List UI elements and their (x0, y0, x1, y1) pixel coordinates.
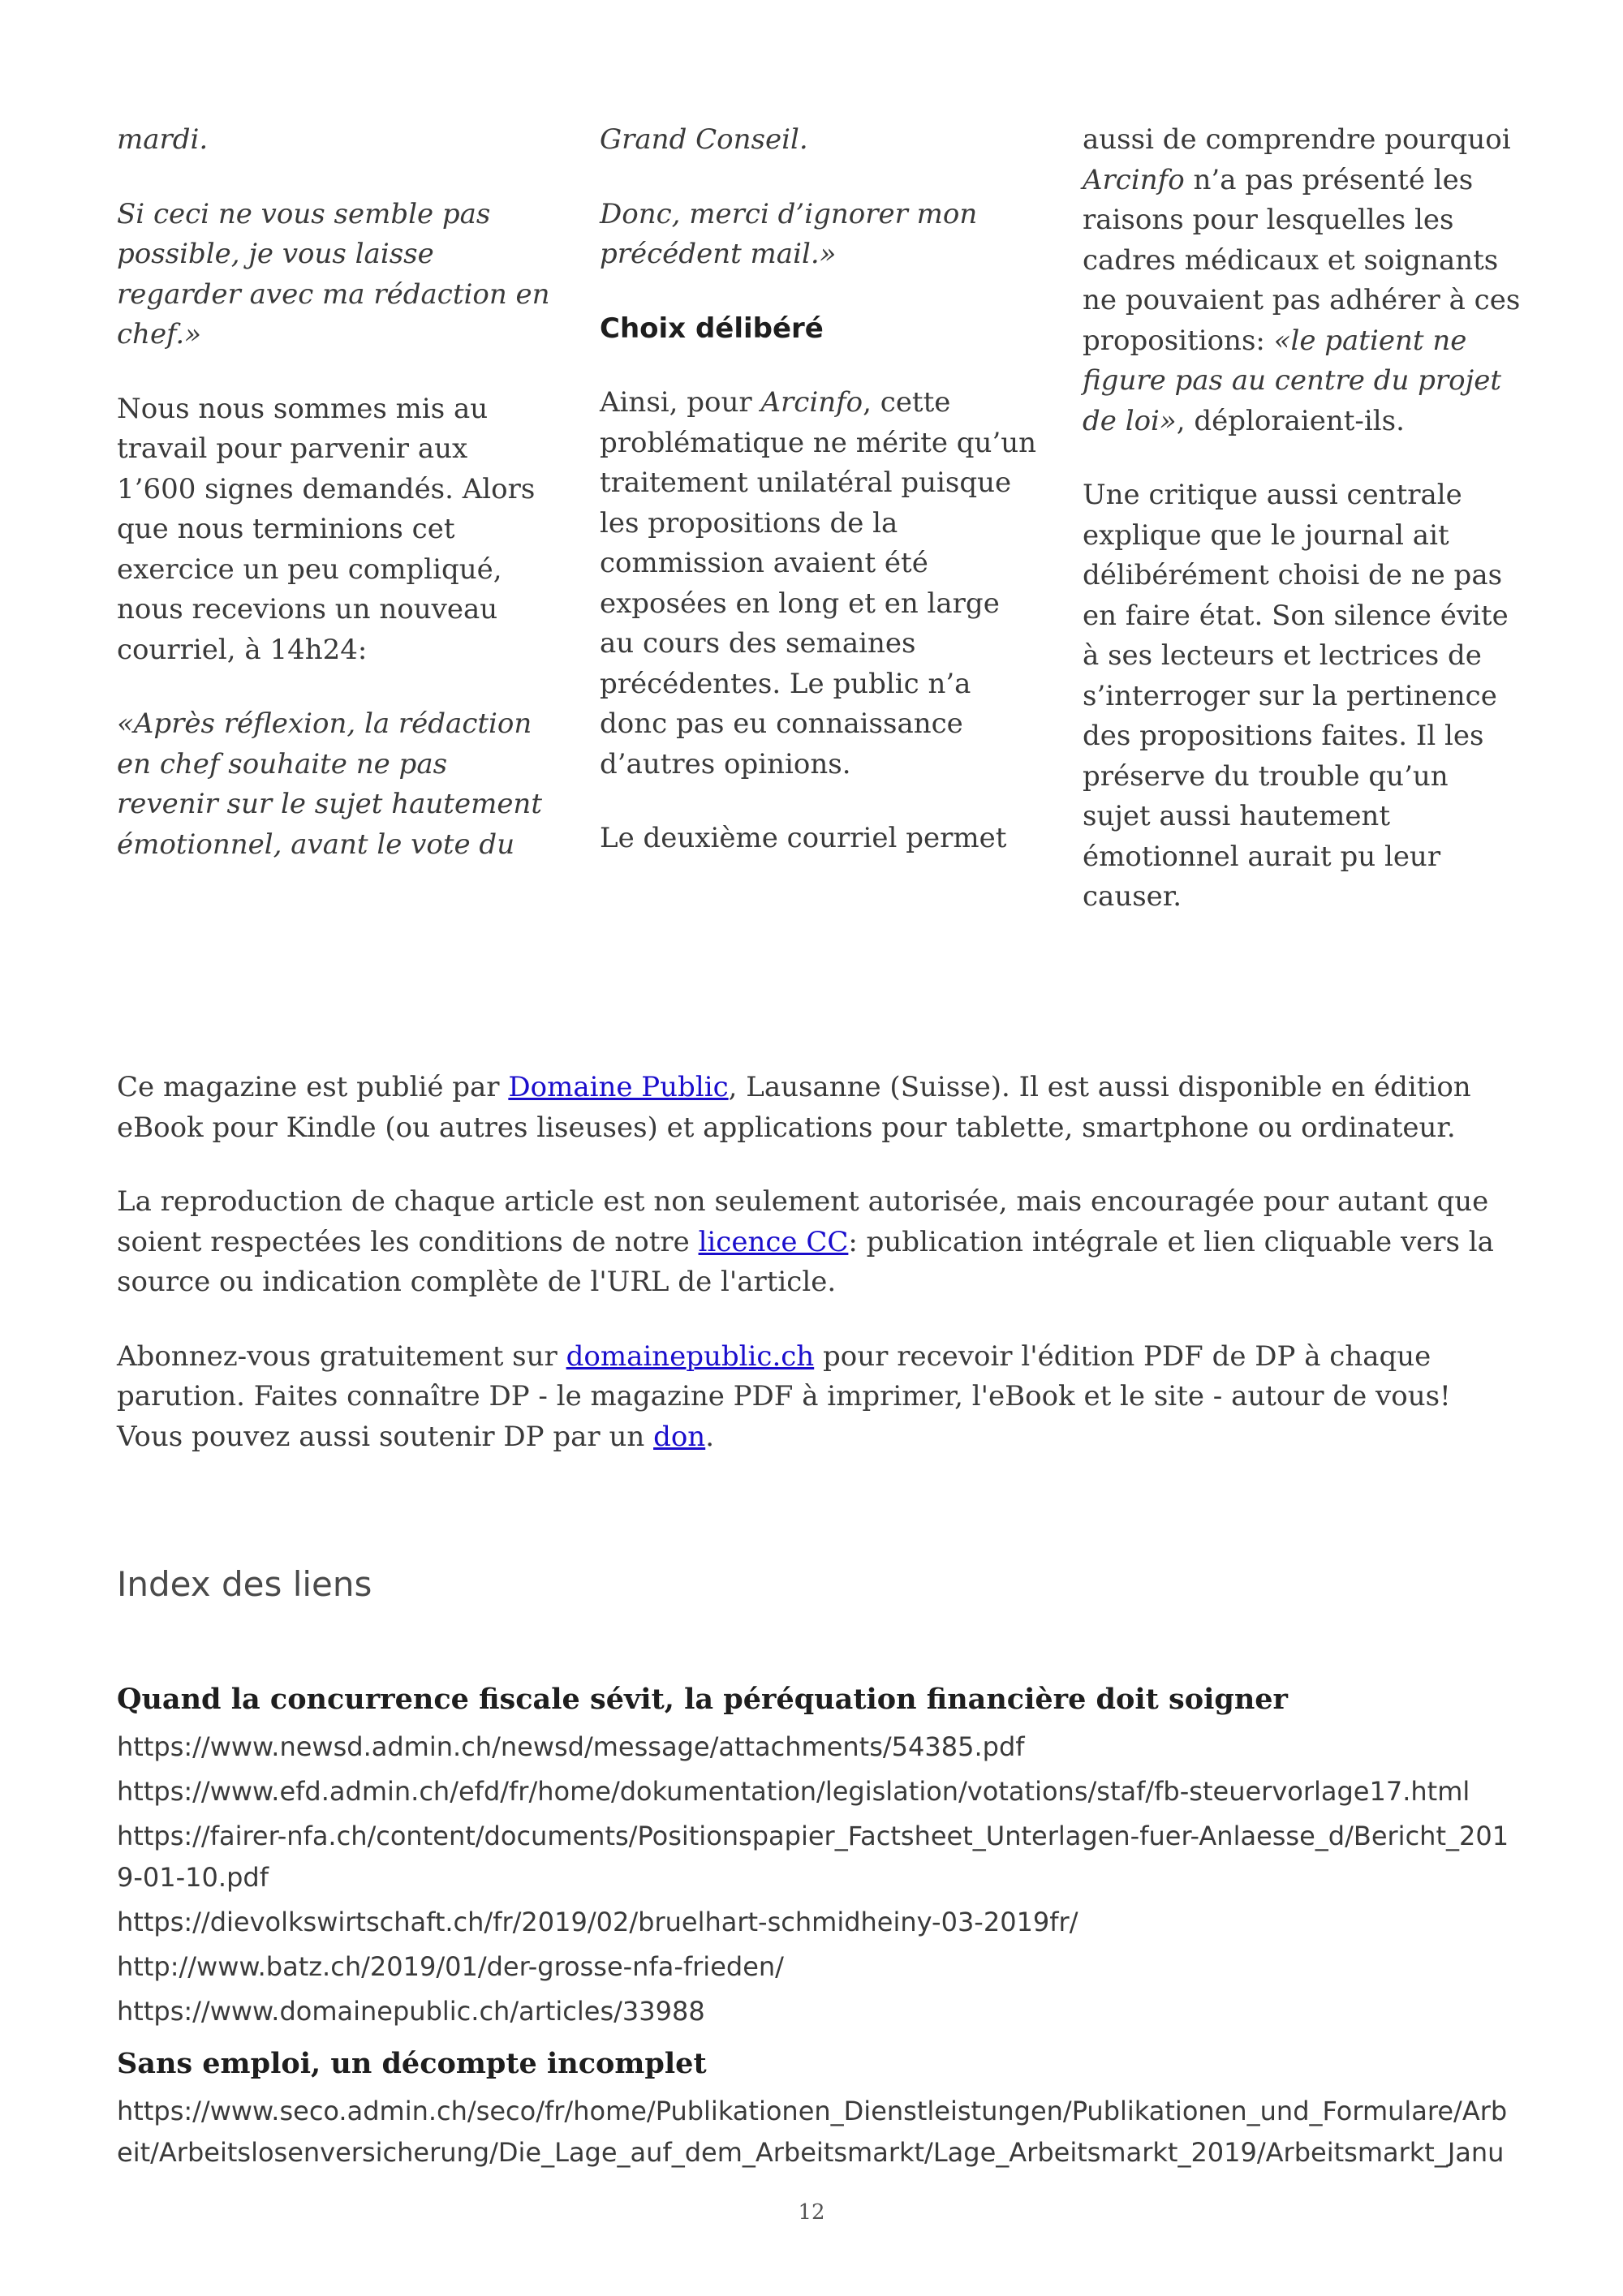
link-licence-cc[interactable]: licence CC (698, 1225, 849, 1258)
footer-paragraph-2 (117, 1182, 1521, 1303)
column-3 (1083, 120, 1521, 952)
text-run: , déploraient-ils. (1176, 404, 1405, 437)
links-index (117, 1679, 1521, 2185)
text-run: aussi de comprendre pourquoi (1083, 123, 1511, 156)
index-url[interactable]: https://www.efd.admin.ch/efd/fr/home/dokumentation/legislation/votations/staf/fb-steuervorlage17.html (117, 1776, 1470, 1807)
text-run: , cette problématique ne mérite qu’un traitement unilatéral puisque les propositions de la commission avaient été exposées en long et en large au cours des semaines précédentes. Le public n’a donc pas eu connaissance d’autres opinions. (600, 386, 1037, 780)
col2-paragraph-1: Grand Conseil. (600, 123, 808, 156)
link-don[interactable]: don (653, 1420, 706, 1453)
index-url[interactable]: http://www.batz.ch/2019/01/der-grosse-nfa-frieden/ (117, 1951, 784, 1982)
text-run: . (705, 1420, 715, 1453)
link-domaine-public[interactable]: Domaine Public (508, 1071, 729, 1103)
section-heading-choix-delibere: Choix délibéré (600, 312, 824, 345)
col1-paragraph-2: Si ceci ne vous semble pas possible, je vous laisse regarder avec ma rédaction en chef.» (117, 197, 550, 350)
index-group-heading: Sans emploi, un décompte incomplet (117, 2047, 707, 2080)
text-run: n’a pas présenté les raisons pour lesquelles les cadres médicaux et soignants ne pouvaient pas adhérer à ces propositions: (1083, 163, 1521, 357)
col3-paragraph-2: Une critique aussi centrale explique que le journal ait délibérément choisi de ne pas en faire état. Son silence évite à ses lecteurs et lectrices de s’interroger sur la pertinence des propositions faites. Il les préserve du trouble qu’un sujet aussi hautement émotionnel aurait pu leur causer. (1083, 479, 1509, 913)
link-domainepublic-ch[interactable]: domainepublic.ch (566, 1339, 815, 1373)
column-2 (600, 120, 1038, 952)
publication-name-arcinfo: Arcinfo (1083, 163, 1185, 196)
text-run: Abonnez-vous gratuitement sur (117, 1339, 566, 1373)
index-group (117, 1679, 1521, 2032)
page-number: 12 (798, 2200, 825, 2225)
quote: «le patient ne figure pas au centre du projet de loi» (1083, 324, 1501, 437)
col2-paragraph-4: Le deuxième courriel permet (600, 822, 1007, 854)
col2-paragraph-3 (600, 383, 1038, 785)
footer-paragraph-1 (117, 1068, 1521, 1148)
col3-paragraph-1 (1083, 120, 1521, 441)
index-group-heading: Quand la concurrence fiscale sévit, la péréquation financière doit soigner (117, 1683, 1288, 1716)
index-url[interactable]: https://www.newsd.admin.ch/newsd/message/attachments/54385.pdf (117, 1731, 1025, 1762)
index-url[interactable]: https://www.domainepublic.ch/articles/33988 (117, 1996, 705, 2027)
index-title: Index des liens (117, 1564, 372, 1604)
publication-name-arcinfo: Arcinfo (760, 386, 863, 419)
col2-paragraph-2: Donc, merci d’ignorer mon précédent mail.» (600, 197, 978, 270)
col1-paragraph-4: «Après réflexion, la rédaction en chef souhaite ne pas revenir sur le sujet hautement émotionnel, avant le vote du (117, 707, 542, 861)
col1-paragraph-1: mardi. (117, 123, 209, 156)
text-run: La reproduction de chaque article est non seulement autorisée, mais encouragée pour autant que soient respectées les conditions de notre (117, 1185, 1489, 1258)
index-url[interactable]: https://fairer-nfa.ch/content/documents/Positionspapier_Factsheet_Unterlagen-fuer-Anlaesse_d/Bericht_2019-01-10.pdf (117, 1821, 1509, 1893)
text-run: : publication intégrale et lien cliquable vers la source ou indication complète de l'URL de l'article. (117, 1225, 1494, 1298)
publisher-footer (117, 1068, 1521, 1491)
footer-paragraph-3 (117, 1337, 1521, 1458)
article-columns (117, 120, 1521, 952)
column-1 (117, 120, 555, 952)
text-run: pour recevoir l'édition PDF de DP à chaque parution. Faites connaître DP - le magazine PDF à imprimer, l'eBook et le site - autour de vous! Vous pouvez aussi soutenir DP par un (117, 1339, 1451, 1453)
text-run: Ainsi, pour (600, 386, 761, 419)
index-url[interactable]: https://www.seco.admin.ch/seco/fr/home/Publikationen_Dienstleistungen/Publikationen_und_Formulare/Arbeit/Arbeitslosenversicherung/Die_Lage_auf_dem_Arbeitsmarkt/Lage_Arbeitsmarkt_2019/Arbeitsmarkt_Janu (117, 2096, 1508, 2168)
text-run: , Lausanne (Suisse). Il est aussi disponible en édition eBook pour Kindle (ou autres liseuses) et applications pour tablette, smartphone ou ordinateur. (117, 1071, 1471, 1144)
index-group (117, 2044, 1521, 2173)
text-run: Ce magazine est publié par (117, 1071, 509, 1103)
col1-paragraph-3: Nous nous sommes mis au travail pour parvenir aux 1’600 signes demandés. Alors que nous terminions cet exercice un peu compliqué, nous recevions un nouveau courriel, à 14h24: (117, 392, 536, 666)
index-url[interactable]: https://dievolkswirtschaft.ch/fr/2019/02/bruelhart-schmidheiny-03-2019fr/ (117, 1907, 1078, 1937)
